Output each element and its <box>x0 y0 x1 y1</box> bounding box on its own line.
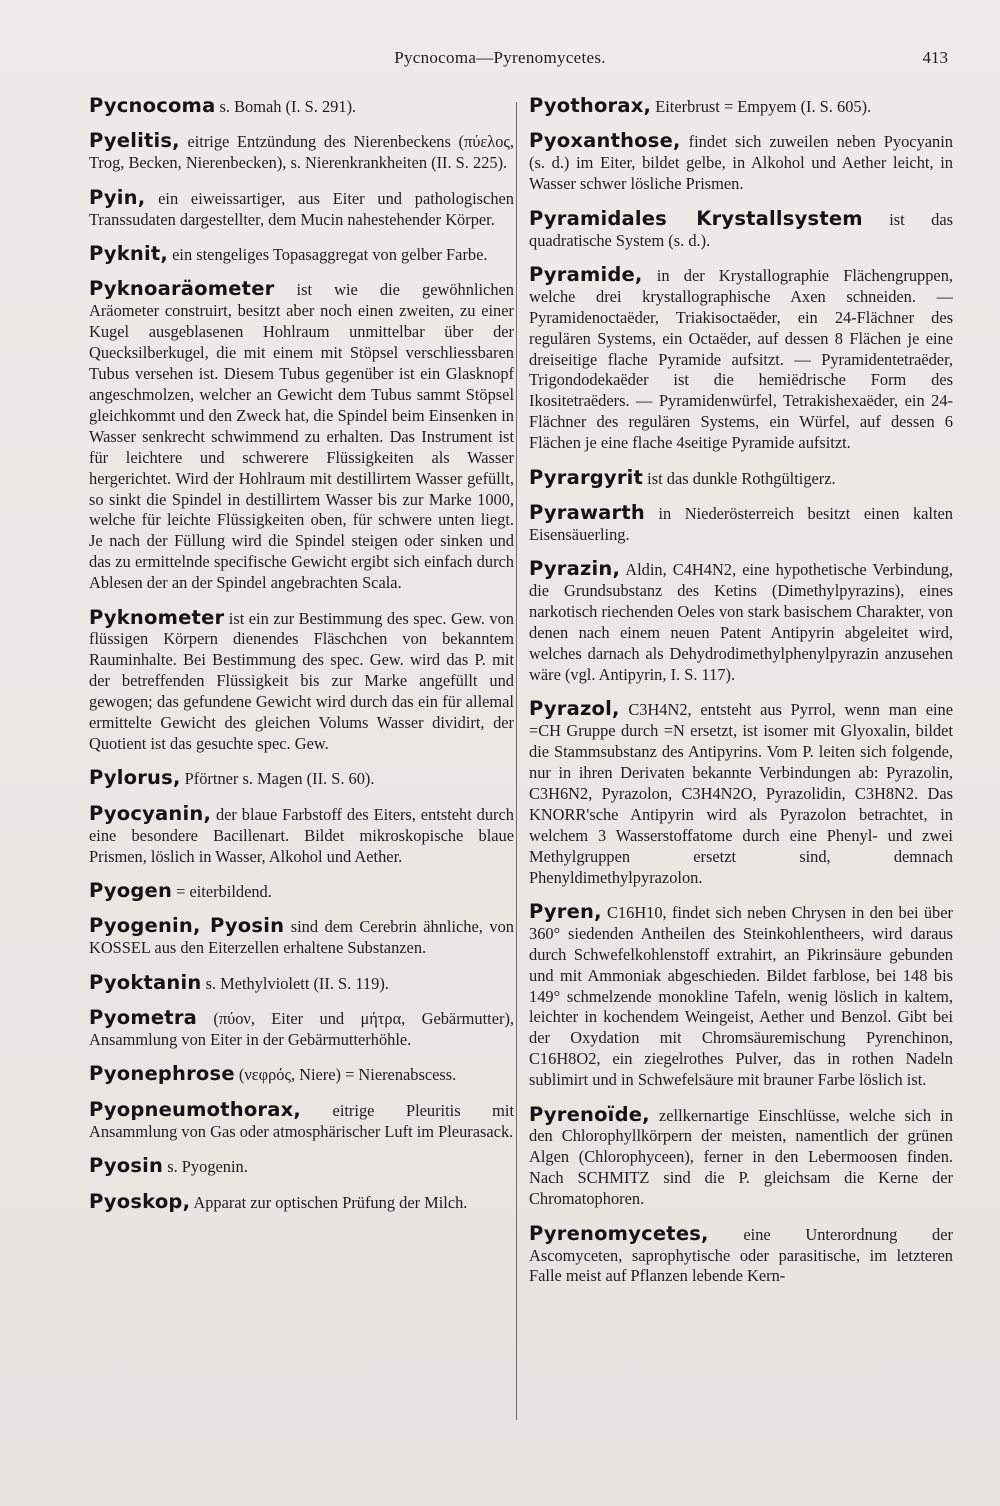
page-number: 413 <box>922 48 948 67</box>
dictionary-entry <box>89 279 514 594</box>
dictionary-entry <box>89 185 514 231</box>
entry-text: zellkernartige Einschlüsse, welche sich in den Chlorophyllkörpern der meisten, namentlich der grünen Algen (Chlorophyceen), ferner in den Lebermoosen finden. Nach SCHMITZ sind die P. gleichsam die Kerne der Chromatophoren. <box>529 1105 953 1209</box>
entry-headword: Pylorus, <box>89 766 181 790</box>
entry-headword: Pycnocoma <box>89 94 216 117</box>
entry-headword: Pyknoaräometer <box>89 277 275 301</box>
dictionary-entry <box>89 131 514 174</box>
entry-text: eine Unterordnung der Ascomyceten, saprophytische oder parasitische, im letzteren Falle meist auf Pflanzen lebende Kern- <box>529 1224 953 1286</box>
entry-text: ist das quadratische System (s. d.). <box>529 209 954 250</box>
dictionary-entry <box>89 1097 514 1143</box>
dictionary-entry <box>529 1221 953 1288</box>
entry-headword: Pyonephrose <box>89 1062 235 1086</box>
entry-headword: Pyramidales Krystallsystem <box>529 206 863 230</box>
dictionary-entry <box>529 503 953 546</box>
dictionary-entry <box>529 899 953 1091</box>
entry-text: in Niederösterreich besitzt einen kalten Eisensäuerling. <box>529 504 953 544</box>
entry-text: (πύον, Eiter und μήτρα, Gebärmutter), Ansammlung von Eiter in der Gebärmutterhöhle. <box>89 1009 514 1050</box>
entry-headword: Pyopneumothorax, <box>89 1097 301 1121</box>
entry-headword: Pyosin <box>89 1154 164 1178</box>
dictionary-entry <box>529 96 953 118</box>
entry-headword: Pyoxanthose, <box>529 129 681 153</box>
dictionary-entry <box>529 131 953 195</box>
running-head: Pycnocoma—Pyrenomycetes. <box>394 48 606 67</box>
entry-headword: Pyknometer <box>89 605 225 629</box>
entry-text: s. Pyogenin. <box>163 1157 248 1177</box>
entry-text: findet sich zuweilen neben Pyocyanin (s. d.) im Eiter, bildet gelbe, in Alkohol und Aether leicht, in Wasser schwer lösliche Prismen. <box>529 132 953 194</box>
entry-headword: Pyrazol, <box>529 697 620 721</box>
right-column <box>529 96 953 1301</box>
left-column <box>89 96 514 1227</box>
entry-text: eitrige Pleuritis mit Ansammlung von Gas oder atmosphärischer Luft im Pleurasack. <box>89 1100 514 1141</box>
entry-text: C16H10, findet sich neben Chrysen in den bei über 360° siedenden Antheilen des Steinkohlentheers, wird daraus durch Schwefelkohlenstoff extrahirt, an Pikrinsäure gebunden und mit Ammoniak abgeschieden. Bildet farblose, bei 148 bis 149° schmelzende monokline Tafeln, wenig löslich in kaltem, leichter in kochendem Weingeist, Aether und Benzol. Gibt bei der Oxydation mit Chromsäuremischung Pyrenchinon, C16H8O2, ein ziegelrothes Pulver, das in rothen Nadeln sublimirt und in Schwefelsäure mit brauner Farbe löslich ist. <box>529 902 953 1090</box>
entry-headword: Pyrenomycetes, <box>529 1221 709 1245</box>
dictionary-entry <box>89 970 514 995</box>
dictionary-entry <box>89 96 514 118</box>
entry-headword: Pyren, <box>529 899 602 923</box>
entry-headword: Pyramide, <box>529 262 643 286</box>
entry-text: sind dem Cerebrin ähnliche, von KOSSEL aus den Eiterzellen erhaltene Substanzen. <box>89 917 515 958</box>
entry-headword: Pyrenoïde, <box>529 1102 650 1126</box>
entry-text: ist wie die gewöhnlichen Aräometer construirt, besitzt aber noch einen zweiten, zu einer Kugel ausgeblasenen Hohlraum unmittelbar über der Quecksilberkugel, die mit einem mit Stöpsel verschliessbaren Tubus versehen ist. Diesem Tubus gegenüber ist ein Glasknopf angeschmolzen, welcher an Gewicht dem Tubus sammt Stöpsel gleichkommt und den Zweck hat, die Spindel beim Einsenken in Wasser senkrecht schwimmend zu erhalten. Das Instrument ist für leichtere und schwerere Flüssigkeiten als Wasser hergerichtet. Wird der Hohlraum mit destillirtem Wasser gefüllt, so sinkt die Spindel in destillirtem Wasser bis zur Marke 1000, welche für leichte Flüssigkeiten oben, für schwere unten liegt. Je nach der Füllung wird die Spindel steigen oder sinken und das zu ermittelnde specifische Gewicht ergibt sich einfach durch Ablesen der an der Spindel angebrachten Scala. <box>89 280 514 593</box>
dictionary-entry <box>89 605 514 755</box>
entry-text: s. Methylviolett (II. S. 119). <box>201 973 389 993</box>
entry-headword: Pyrawarth <box>529 501 645 524</box>
entry-headword: Pyogen <box>89 879 173 902</box>
entry-text: ein eiweissartiger, aus Eiter und pathologischen Transsudaten dargestellter, dem Mucin nahestehender Körper. <box>89 188 514 229</box>
entry-headword: Pyelitis, <box>89 129 180 153</box>
entry-text: ein stengeliges Topasaggregat von gelber Farbe. <box>168 245 488 265</box>
entry-headword: Pyoktanin <box>89 970 202 994</box>
entry-text: (νεφρός, Niere) = Nierenabscess. <box>234 1065 457 1085</box>
dictionary-entry <box>89 916 514 959</box>
dictionary-entry <box>529 699 953 888</box>
entry-headword: Pyometra <box>89 1006 198 1030</box>
entry-text: Pförtner s. Magen (II. S. 60). <box>180 769 375 789</box>
entry-text: der blaue Farbstoff des Eiters, entsteht durch eine besondere Bacillenart. Bildet mikroskopische blaue Prismen, löslich in Wasser, Alkohol und Aether. <box>89 804 514 866</box>
entry-headword: Pyknit, <box>89 242 169 266</box>
entry-text: eitrige Entzündung des Nierenbeckens (πύελος, Trog, Becken, Nierenbecken), s. Nierenkrankheiten (II. S. 225). <box>89 132 514 173</box>
dictionary-entry <box>89 801 514 868</box>
dictionary-entry <box>89 1064 514 1086</box>
entry-headword: Pyothorax, <box>529 94 652 117</box>
dictionary-entry <box>529 206 954 252</box>
dictionary-entry <box>529 262 953 454</box>
entry-headword: Pyrargyrit <box>529 465 644 489</box>
dictionary-entry <box>529 465 953 490</box>
entry-headword: Pyrazin, <box>529 557 621 581</box>
entry-text: Apparat zur optischen Prüfung der Milch. <box>190 1192 468 1212</box>
entry-headword: Pyocyanin, <box>89 801 212 825</box>
dictionary-entry <box>529 559 953 685</box>
dictionary-entry <box>89 244 514 266</box>
dictionary-entry <box>89 1189 514 1214</box>
entry-headword: Pyogenin, Pyosin <box>89 914 285 938</box>
entry-headword: Pyin, <box>89 185 146 209</box>
dictionary-entry <box>89 768 514 790</box>
entry-text: s. Bomah (I. S. 291). <box>215 97 357 116</box>
entry-text: Aldin, C4H4N2, eine hypothetische Verbindung, die Grundsubstanz des Ketins (Dimethylpyrazins), eines narkotisch riechenden Oeles von stark basischem Charakter, von denen nach einem neuen Patent Antipyrin abgeleitet wird, welches darnach als Dehydrodimethylphenylpyrazin anzusehen wäre (vgl. Antipyrin, I. S. 117). <box>529 560 953 684</box>
entry-text: in der Krystallographie Flächengruppen, welche drei krystallographische Axen schneiden. — Pyramidenoctaëder, Triakisoctaëder, ein 24-Flächner des regulären Systems, ein Octaëder, auf dessen 8 Flächen je eine dreiseitige flache Pyramide aufsitzt. — Pyramidentetraëder, Trigondodekaëder ist die hemiëdrische Form des Ikositetraëders. — Pyramidenwürfel, Tetrakishexaëder, ein 24-Flächner des regulären Systems, ein Würfel, auf dessen 6 Flächen je eine flache 4seitige Pyramide aufsitzt. <box>529 265 953 453</box>
entry-text: Eiterbrust = Empyem (I. S. 605). <box>651 97 872 116</box>
dictionary-entry <box>89 1008 514 1051</box>
entry-text: ist ein zur Bestimmung des spec. Gew. von flüssigen Körpern dienendes Fläschchen von bekanntem Rauminhalte. Bei Bestimmung des spec. Gew. wird das P. mit der betreffenden Flüssigkeit bis zur Marke angefüllt und gewogen; das gefundene Gewicht wird durch das ein für allemal ermittelte Gewicht des gleichen Volums Wasser dividirt, der Quotient ist das gesuchte spec. Gew. <box>89 608 514 753</box>
entry-text: C3H4N2, entsteht aus Pyrrol, wenn man eine =CH Gruppe durch =N ersetzt, ist isomer mit Glyoxalin, bildet die Stammsubstanz des Antipyrins. Vom P. leiten sich folgende, nur in ihren Derivaten bekannte Verbindungen ab: Pyrazolin, C3H6N2, Pyrazolon, C3H4N2O, Pyrazolidin, C3H8N2. Das KNORR'sche Antipyrin wird als Pyrazolon betrachtet, in welchem 3 Wasserstoffatome durch eine Phenyl- und zwei Methylgruppen ersetzt sind, demnach Phenyldimethylpyrazolon. <box>529 700 953 887</box>
entry-text: = eiterbildend. <box>172 882 272 901</box>
dictionary-entry <box>529 1102 953 1211</box>
page-header <box>0 48 1000 78</box>
dictionary-entry <box>89 1156 514 1178</box>
column-divider <box>516 102 517 1420</box>
dictionary-entry <box>89 881 514 903</box>
entry-text: ist das dunkle Rothgültigerz. <box>643 468 836 488</box>
entry-headword: Pyoskop, <box>89 1189 191 1213</box>
